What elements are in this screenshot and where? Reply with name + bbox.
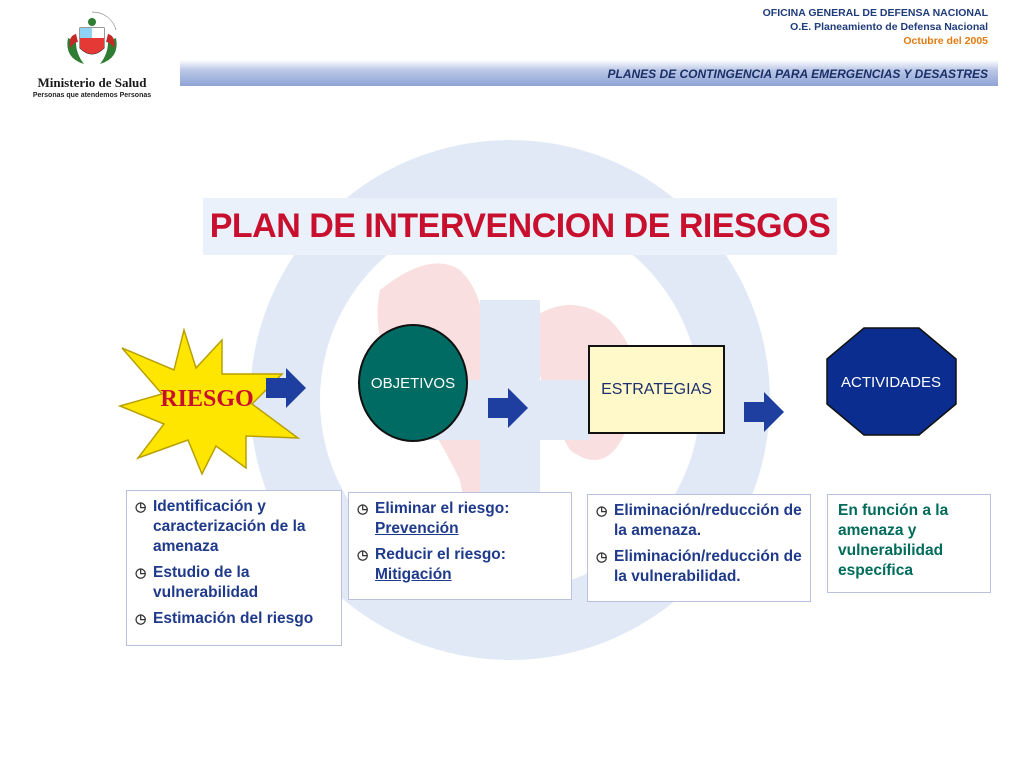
arrow-right-icon [742, 390, 786, 434]
ministry-name: Ministerio de Salud [37, 75, 147, 90]
list-item [596, 547, 802, 587]
list-item [135, 563, 333, 603]
list-item [135, 497, 333, 557]
estrategias-details-box [587, 494, 811, 602]
org-info [763, 6, 988, 48]
clock-icon: ◷ [596, 503, 608, 518]
list-item-text: Eliminar el riesgo: [375, 500, 510, 517]
actividades-details-box [827, 494, 991, 593]
estrategias-label: ESTRATEGIAS [601, 381, 712, 398]
list-item-text: Eliminación/reducción de la amenaza. [614, 502, 802, 539]
date-label: Octubre del 2005 [903, 35, 988, 47]
ministry-logo [22, 8, 162, 99]
objetivos-details-box [348, 492, 572, 600]
clock-icon: ◷ [596, 549, 608, 564]
list-item [596, 501, 802, 541]
clock-icon: ◷ [357, 547, 369, 562]
arrow-right-icon [486, 386, 530, 430]
list-item [135, 609, 333, 629]
list-item [357, 499, 563, 539]
title-box [203, 198, 837, 255]
clock-icon: ◷ [135, 565, 147, 580]
riesgo-details-box [126, 490, 342, 646]
list-item-text: Estimación del riesgo [153, 610, 314, 627]
actividades-text: En función a la amenaza y vulnerabilidad específica [838, 502, 949, 579]
clock-icon: ◷ [135, 611, 147, 626]
peru-coat-of-arms-icon [62, 8, 122, 68]
prevencion-link[interactable]: Prevención [375, 520, 459, 537]
org-name: OFICINA GENERAL DE DEFENSA NACIONAL [762, 7, 988, 19]
clock-icon: ◷ [357, 501, 369, 516]
arrow-right-icon [264, 366, 308, 410]
objetivos-label: OBJETIVOS [370, 375, 456, 392]
list-item-text: Eliminación/reducción de la vulnerabilidad. [614, 548, 802, 585]
ministry-tagline: Personas que atendemos Personas [32, 92, 152, 99]
org-unit: O.E. Planeamiento de Defensa Nacional [790, 21, 988, 33]
list-item [357, 545, 563, 585]
banner-title: PLANES DE CONTINGENCIA PARA EMERGENCIAS Y DESASTRES [607, 67, 988, 81]
list-item-text: Estudio de la vulnerabilidad [153, 564, 259, 601]
list-item-text: Identificación y caracterización de la amenaza [153, 498, 306, 555]
mitigacion-link[interactable]: Mitigación [375, 566, 452, 583]
list-item-text: Reducir el riesgo: [375, 546, 506, 563]
page-title: PLAN DE INTERVENCION DE RIESGOS [209, 207, 831, 245]
clock-icon: ◷ [135, 499, 147, 514]
actividades-label: ACTIVIDADES [840, 374, 942, 391]
riesgo-label: RIESGO [160, 386, 254, 412]
